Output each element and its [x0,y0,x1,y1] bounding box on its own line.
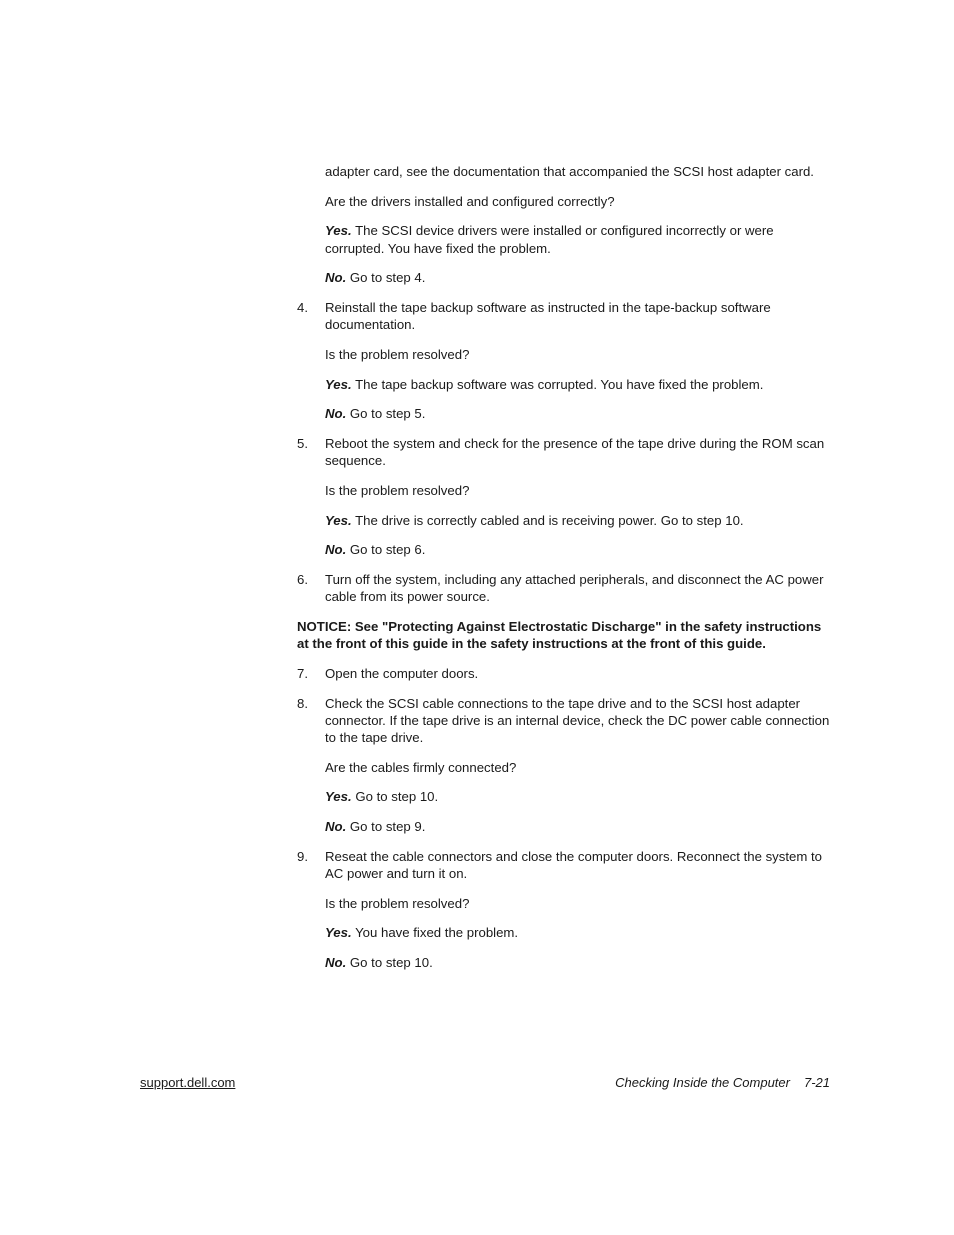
step-text: Reseat the cable connectors and close the computer doors. Reconnect the system to AC power and turn it on. [325,848,823,881]
answer-no [325,269,832,286]
question-step-5: Is the problem resolved? [325,482,470,498]
answer-text: The tape backup software was corrupted. You have fixed the problem. [355,376,764,392]
answer-no [325,541,832,558]
answer-text: The SCSI device drivers were installed or configured incorrectly or were corrupted. You have fixed the problem. [325,223,774,256]
question-step-4: Is the problem resolved? [325,346,470,362]
yes-label: Yes. [325,512,352,528]
answer-text: The drive is correctly cabled and is receiving power. Go to step 10. [355,512,744,528]
answer-yes [325,924,832,941]
document-body [297,163,832,984]
no-label: No. [325,270,347,286]
step-text: Reboot the system and check for the presence of the tape drive during the ROM scan sequence. [325,436,825,469]
answer-yes [325,788,832,805]
yes-label: Yes. [325,925,352,941]
step-4 [297,299,832,333]
no-label: No. [325,819,347,835]
step-text: Reinstall the tape backup software as instructed in the tape-backup software documentation. [325,300,771,333]
step-number: 5. [297,436,308,452]
answer-no [325,405,832,422]
intro-paragraph: adapter card, see the documentation that accompanied the SCSI host adapter card. [325,164,814,179]
notice-paragraph: NOTICE: See "Protecting Against Electrostatic Discharge" in the safety instructions at the front of this guide in the safety instructions at the front of this guide. [297,618,822,652]
answer-yes [325,376,832,393]
step-9 [297,848,832,882]
step-number: 7. [297,665,308,681]
step-text: Check the SCSI cable connections to the tape drive and to the SCSI host adapter connector. If the tape drive is an internal device, check the DC power cable connection to the tape drive. [325,695,830,745]
step-number: 8. [297,695,308,711]
question-step-8: Are the cables firmly connected? [325,759,517,775]
step-text: Open the computer doors. [325,665,479,681]
question-step-9: Is the problem resolved? [325,895,470,911]
step-5 [297,435,832,469]
no-label: No. [325,542,347,558]
yes-label: Yes. [325,376,352,392]
step-number: 6. [297,572,308,588]
answer-text: Go to step 10. [355,789,439,805]
question-drivers: Are the drivers installed and configured correctly? [325,193,615,209]
answer-text: Go to step 9. [349,819,426,835]
answer-yes [325,222,832,256]
answer-no [325,818,832,835]
section-title: Checking Inside the Computer [615,1075,790,1090]
answer-text: Go to step 6. [349,542,426,558]
yes-label: Yes. [325,789,352,805]
answer-text: Go to step 5. [349,406,426,422]
answer-text: You have fixed the problem. [355,925,519,941]
page-number: 7-21 [803,1075,830,1090]
answer-text: Go to step 10. [349,955,433,971]
footer-running-title [615,1074,830,1091]
no-label: No. [325,955,347,971]
step-7 [297,665,832,682]
no-label: No. [325,406,347,422]
step-text: Turn off the system, including any attached peripherals, and disconnect the AC power cable from its power source. [325,572,824,605]
answer-yes [325,512,832,529]
step-6 [297,571,832,605]
yes-label: Yes. [325,223,352,239]
step-number: 4. [297,300,308,316]
step-number: 9. [297,848,308,864]
step-8 [297,695,832,747]
support-site-link[interactable]: support.dell.com [140,1075,236,1090]
answer-text: Go to step 4. [349,270,426,286]
answer-no [325,954,832,971]
